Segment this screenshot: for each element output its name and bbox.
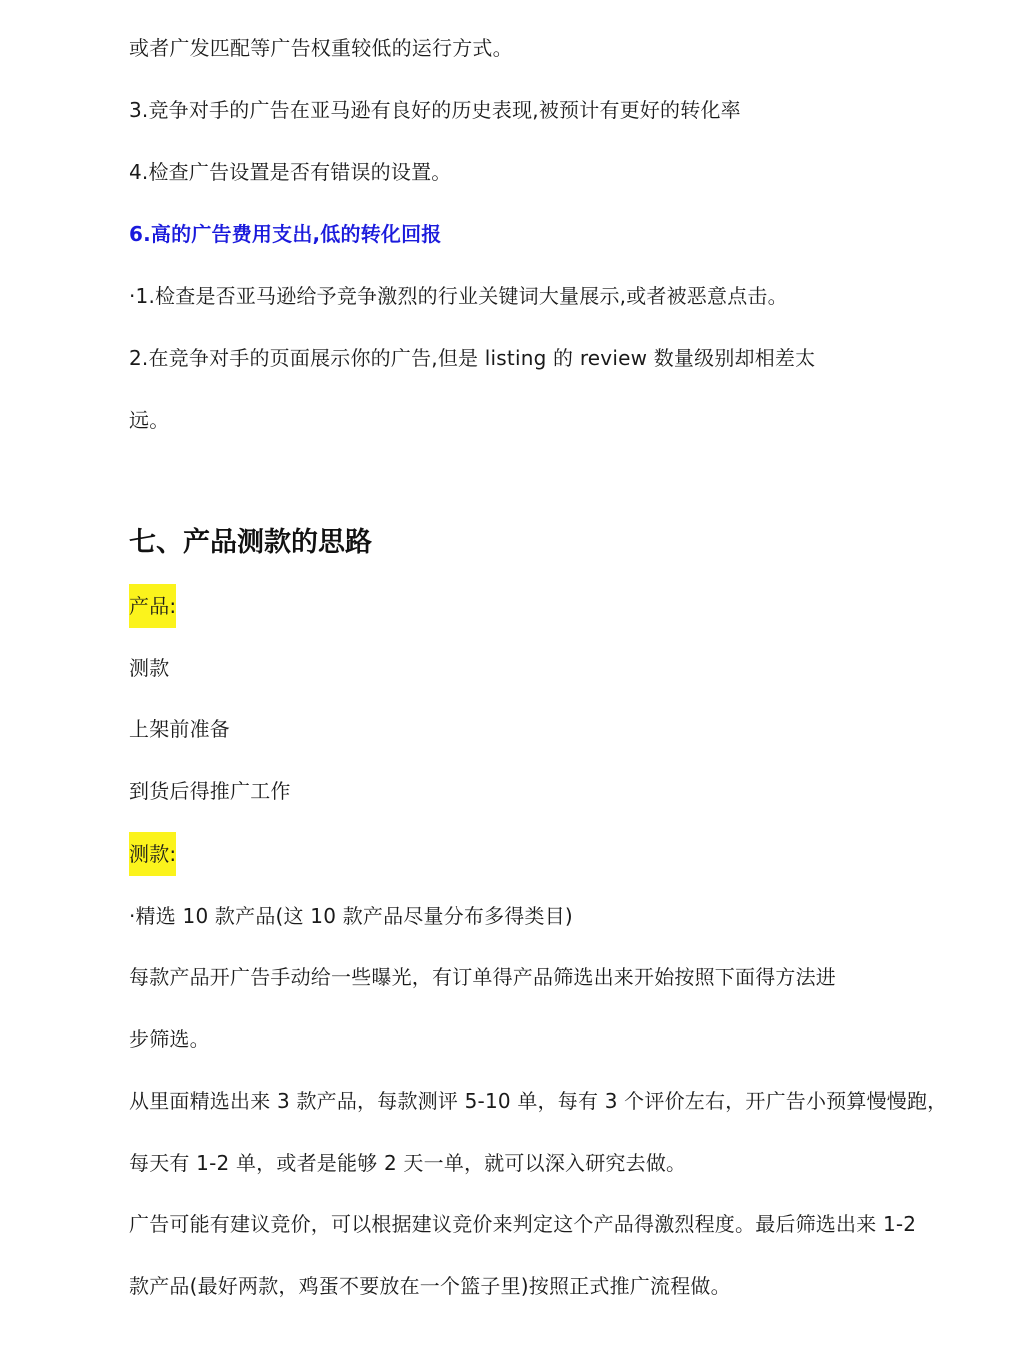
subsection-heading: 6.高的广告费用支出,低的转化回报 <box>129 222 442 246</box>
text-line: 每款产品开广告手动给一些曝光，有订单得产品筛选出来开始按照下面得方法进 <box>129 965 836 989</box>
text-line: 步筛选。 <box>129 1027 210 1051</box>
highlighted-text: 产品: <box>129 584 176 628</box>
highlight-label-test <box>129 840 176 868</box>
text-line: 2.在竞争对手的页面展示你的广告,但是 listing 的 review 数量级别却相差太 <box>129 346 816 370</box>
highlight-label-product <box>129 592 176 620</box>
text-line: 3.竞争对手的广告在亚马逊有良好的历史表现,被预计有更好的转化率 <box>129 98 741 122</box>
text-line: 或者广发匹配等广告权重较低的运行方式。 <box>129 36 513 60</box>
list-item: 上架前准备 <box>129 717 230 741</box>
section-heading: 七、产品测款的思路 <box>129 527 372 558</box>
text-line: 远。 <box>129 408 170 432</box>
list-item: 到货后得推广工作 <box>129 779 291 803</box>
text-line: ·精选 10 款产品(这 10 款产品尽量分布多得类目) <box>129 904 573 928</box>
text-line: ·1.检查是否亚马逊给予竞争激烈的行业关键词大量展示,或者被恶意点击。 <box>129 284 788 308</box>
text-line: 款产品(最好两款，鸡蛋不要放在一个篮子里)按照正式推广流程做。 <box>129 1274 731 1298</box>
list-item: 测款 <box>129 656 170 680</box>
text-line: 4.检查广告设置是否有错误的设置。 <box>129 160 452 184</box>
text-line: 从里面精选出来 3 款产品，每款测评 5-10 单，每有 3 个评价左右，开广告小预算慢慢跑， <box>129 1089 948 1113</box>
text-line: 广告可能有建议竞价，可以根据建议竞价来判定这个产品得激烈程度。最后筛选出来 1-2 <box>129 1212 917 1236</box>
text-line: 每天有 1-2 单，或者是能够 2 天一单，就可以深入研究去做。 <box>129 1151 687 1175</box>
highlighted-text: 测款: <box>129 832 176 876</box>
